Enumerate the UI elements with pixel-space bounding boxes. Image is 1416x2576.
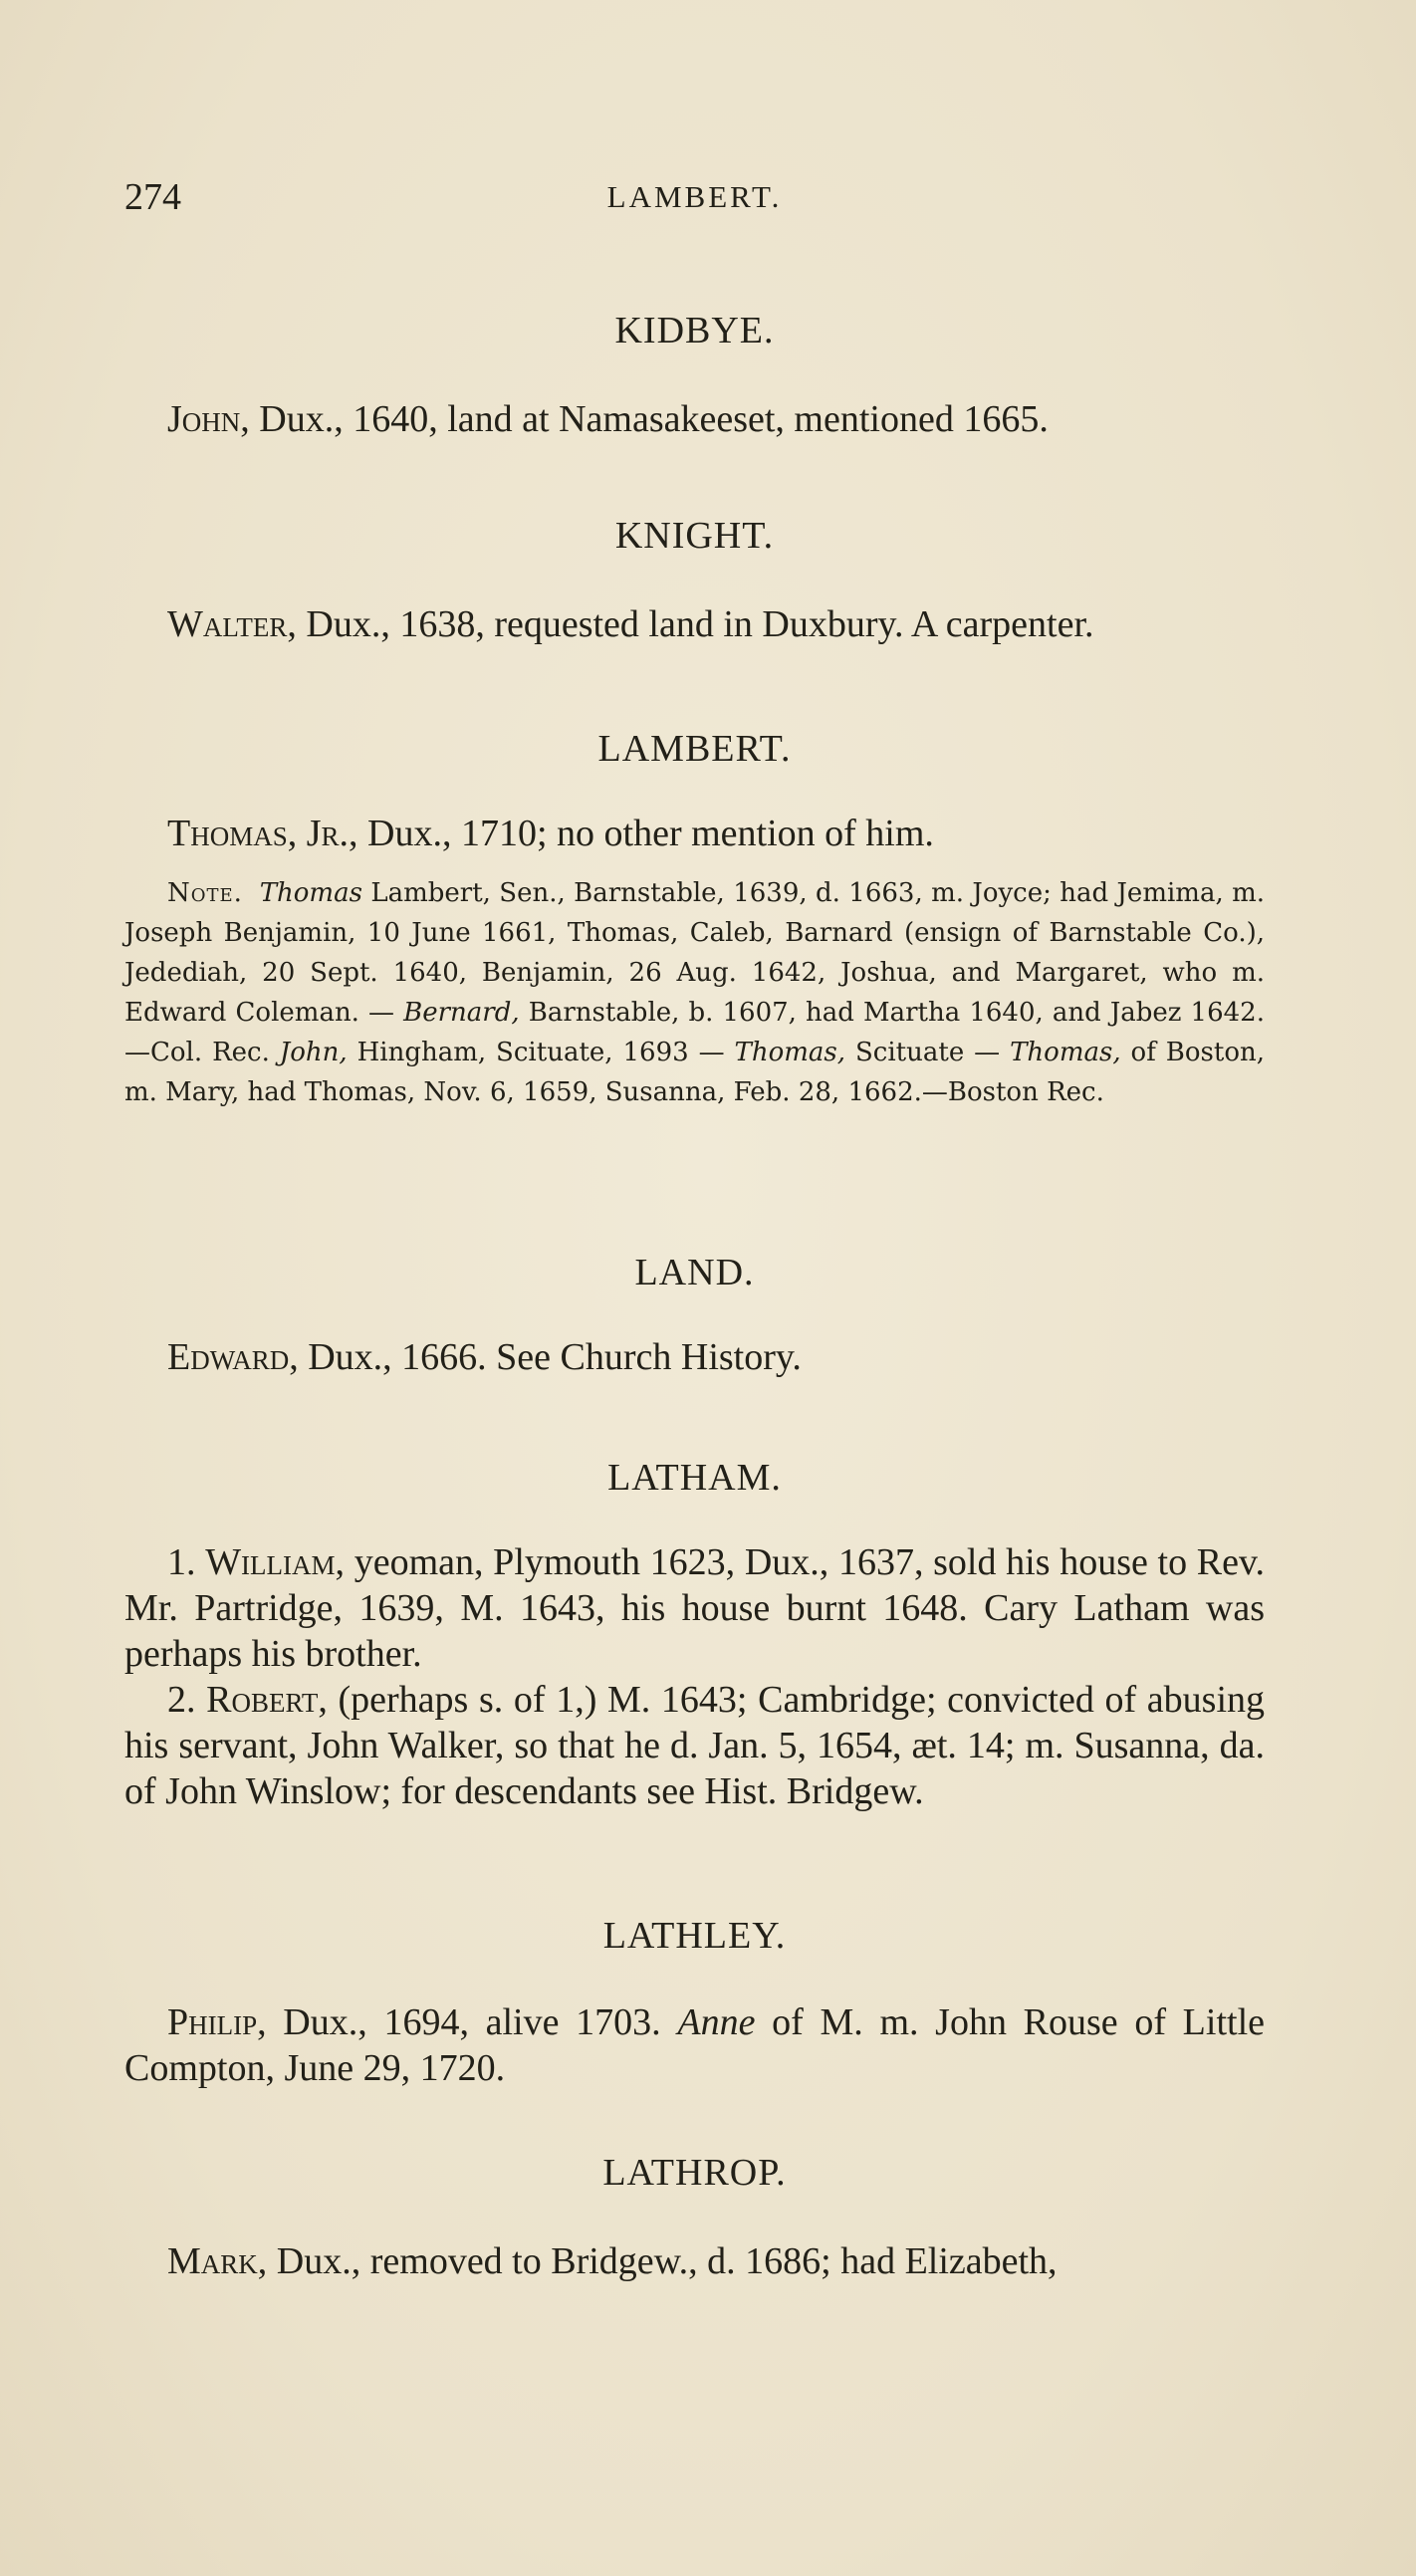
entry-text: Dux., 1666. See Church History. [298,1336,802,1378]
entry-text: of M. m. John Rouse of Little Compton, June 29, 1720. [124,2001,1265,2089]
note-text: Lambert, Sen., Barnstable, 1639, d. 1663, m. Joyce; had Jemima, m. Joseph Benjamin, 10 June 1661, Thomas, Caleb, Barnard (ensign of Barnstable Co.), Jedediah, 20 Sept. 1640, Benjamin, 26 Aug. 1642, Joshua, and Margaret, who m. Edward Coleman. — [124,878,1266,1028]
entry-name: Philip, [167,2001,267,2043]
entry-text: Dux., 1640, land at Namasakeeset, mentioned 1665. [249,398,1049,440]
section-title-lathley: LATHLEY. [602,1915,787,1957]
entry-text: Dux., 1638, requested land in Duxbury. A carpenter. [296,603,1094,645]
note-text: Barnstable, b. 1607, had Martha 1640, and Jabez 1642.—Col. Rec. [124,998,1265,1067]
note-italic-name: Bernard, [403,998,520,1028]
note-italic-name: Thomas, [1010,1038,1121,1067]
note-text: Hingham, Scituate, 1693 — [347,1038,735,1067]
section-title-land: LAND. [634,1252,755,1293]
entry-knight-walter [167,601,1263,647]
entry-number: 1. [167,1541,206,1583]
entry-text: (perhaps s. of 1,) M. 1643; Cambridge; convicted of abusing his servant, John Walker, so that he d. Jan. 5, 1654, æt. 14; m. Susanna, da. of John Winslow; for descendants see Hist. Bridgew. [124,1679,1265,1812]
page-number: 274 [124,176,181,218]
entry-name: John, [167,398,250,440]
note-italic-name: Thomas [259,878,362,908]
entry-text: Dux., 1694, alive 1703. [266,2001,678,2043]
entry-latham-robert [124,1677,1265,1814]
section-title-kidbye: KIDBYE. [614,310,775,351]
section-title-knight: KNIGHT. [614,515,775,557]
entry-land-edward [167,1334,1263,1380]
section-title-lambert: LAMBERT. [597,728,792,770]
entry-italic-name: Anne [677,2001,756,2043]
running-head: LAMBERT. [606,179,783,214]
entry-text: Dux., 1710; no other mention of him. [357,813,934,854]
entry-name: Edward, [167,1336,299,1378]
note-lead: Note. [167,878,243,908]
entry-lambert-thomas [167,811,1263,856]
section-title-latham: LATHAM. [607,1457,782,1499]
note-text: of Boston, m. Mary, had Thomas, Nov. 6, 1659, Susanna, Feb. 28, 1662.—Boston Rec. [124,1038,1265,1107]
entry-name: William, [205,1541,346,1583]
entry-text: yeoman, Plymouth 1623, Dux., 1637, sold his house to Rev. Mr. Partridge, 1639, M. 1643, his house burnt 1648. Cary Latham was perhaps his brother. [124,1541,1266,1675]
note-italic-name: John, [279,1038,348,1067]
section-title-lathrop: LATHROP. [602,2152,787,2194]
entry-kidbye-john [167,396,1263,442]
note-text: Scituate — [845,1038,1011,1067]
entry-lathley-philip [124,1999,1265,2091]
entry-number: 2. [167,1679,207,1721]
entry-name: Mark, [167,2240,268,2282]
entry-lathrop-mark [167,2238,1263,2284]
entry-name: Thomas, Jr., [167,813,358,854]
entry-latham-william [124,1539,1265,1677]
entry-name: Walter, [167,603,297,645]
entry-name: Robert, [206,1679,328,1721]
entry-text: Dux., removed to Bridgew., d. 1686; had Elizabeth, [267,2240,1058,2282]
note-italic-name: Thomas, [734,1038,846,1067]
page-header [124,175,1265,225]
lambert-note [124,873,1265,1112]
